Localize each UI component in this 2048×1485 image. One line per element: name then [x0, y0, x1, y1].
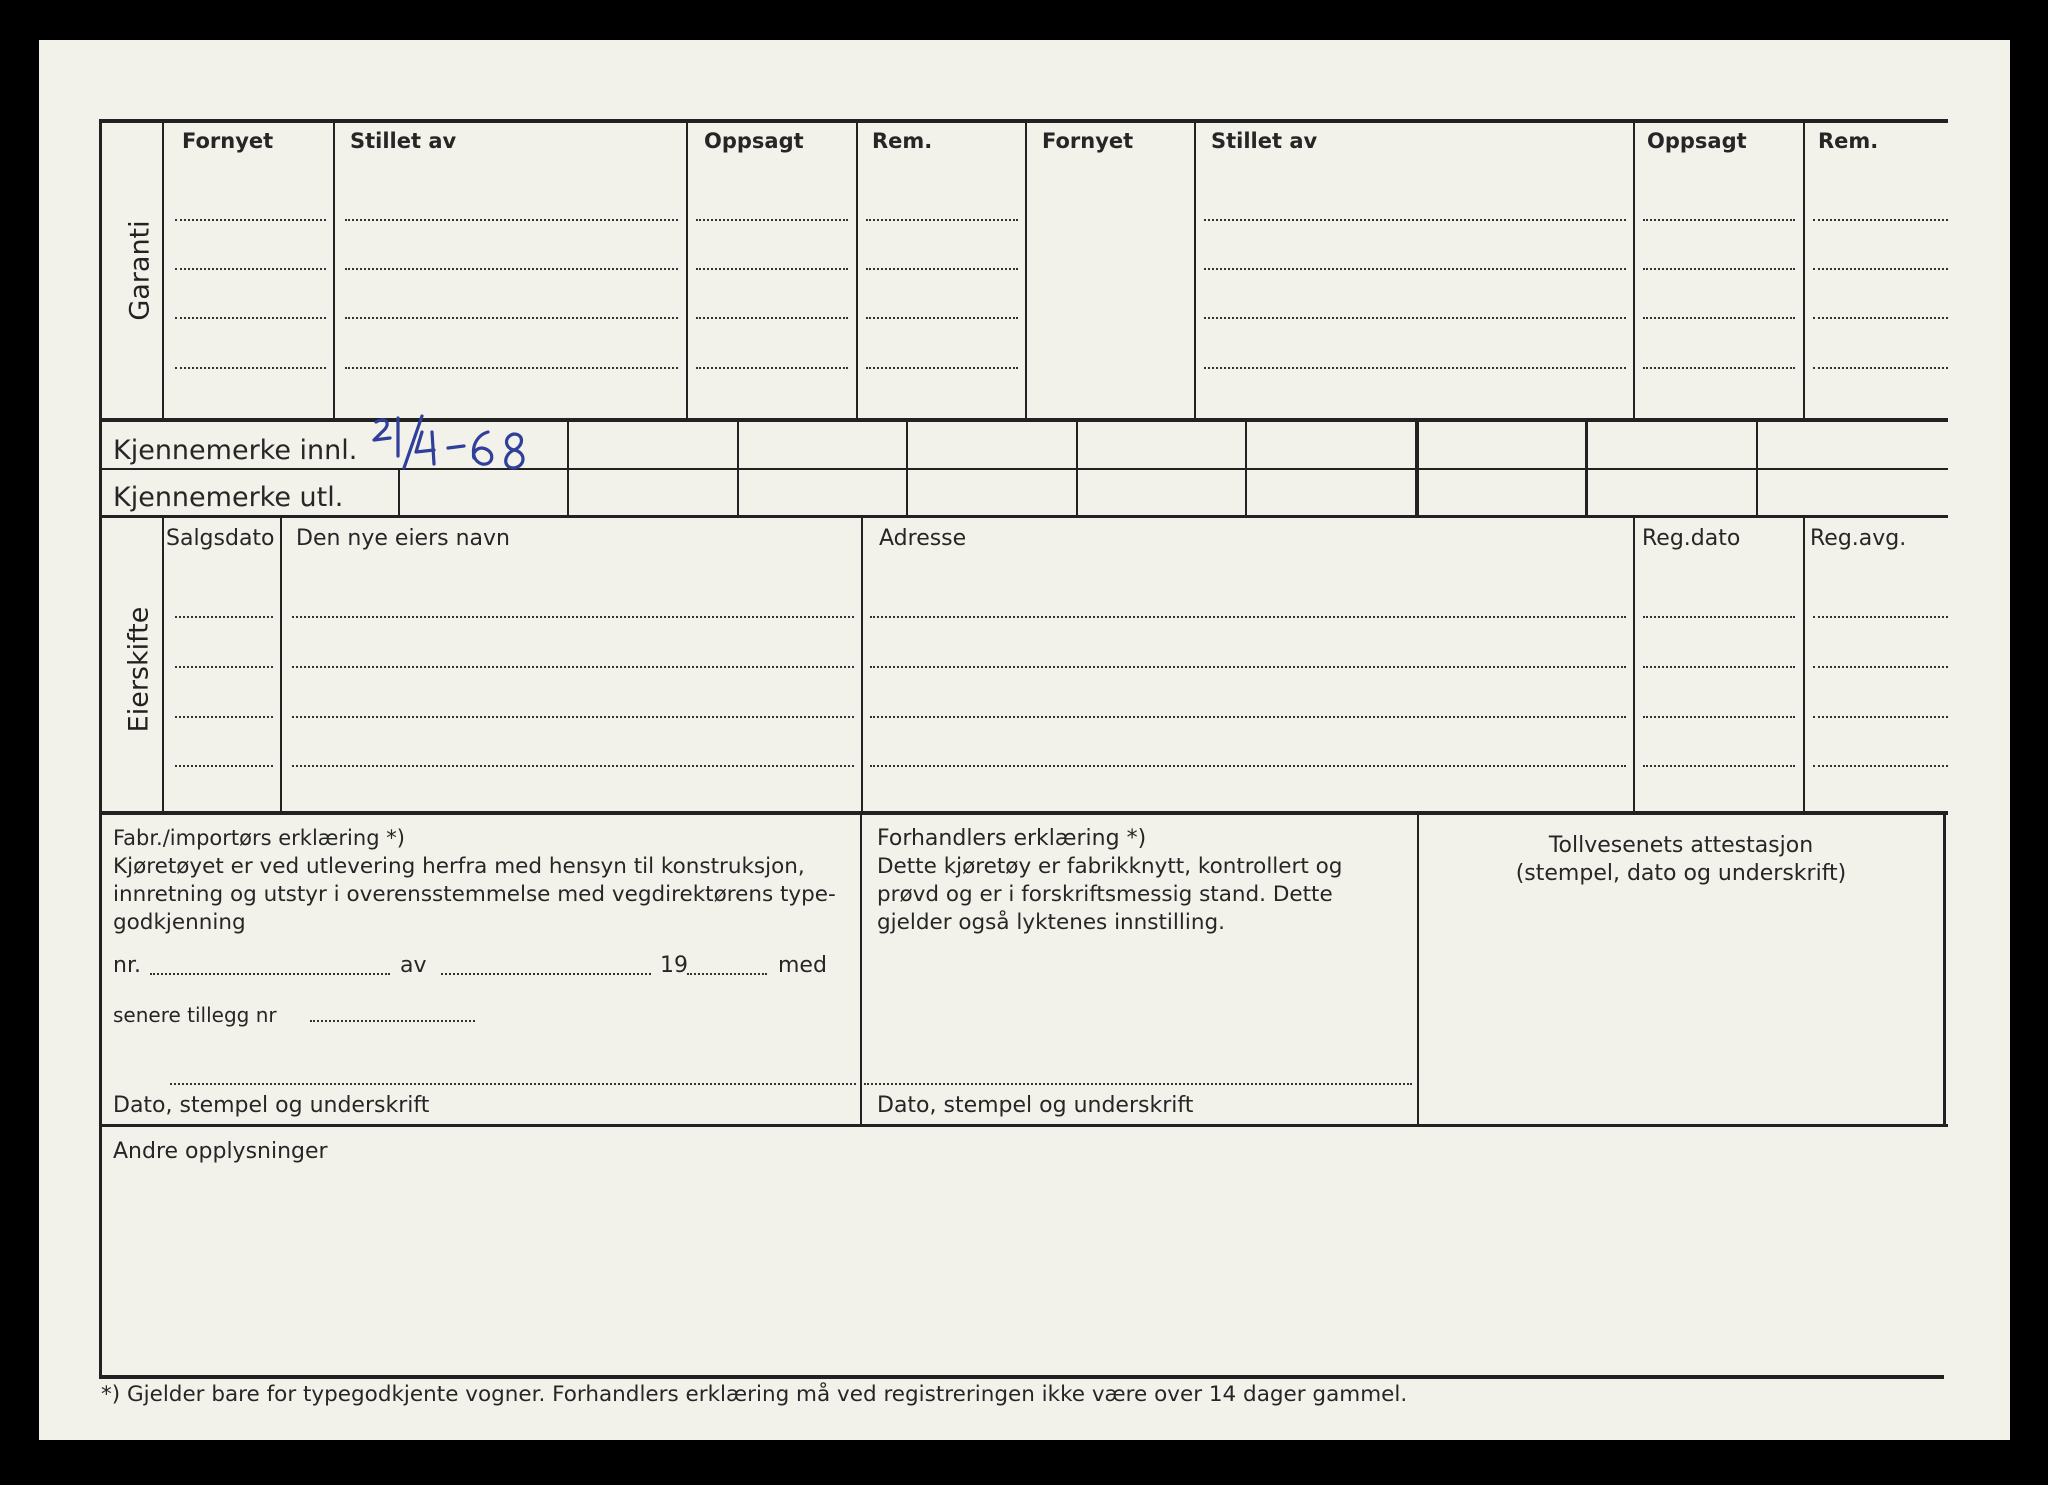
- garanti-top-border: [100, 119, 1948, 123]
- form-left-border: [99, 119, 102, 1379]
- eierskifte-header-eiers-navn: Den nye eiers navn: [296, 526, 510, 551]
- eierskifte-col-line: [1633, 518, 1635, 813]
- garanti-header-stillet-av: Stillet av: [350, 129, 457, 153]
- eierskifte-dotted-line: [292, 666, 854, 668]
- garanti-col-line: [1803, 121, 1805, 420]
- forhandler-text-line: Dette kjøretøy er fabrikknytt, kontrollert og: [877, 854, 1343, 879]
- garanti-header-fornyet: Fornyet: [1042, 129, 1134, 153]
- kjennemerke-bottom-border: [100, 515, 1948, 518]
- garanti-header-rem: Rem.: [1818, 129, 1879, 153]
- fabr-nr-label: nr.: [113, 953, 141, 978]
- kjennemerke-cell-line: [1076, 420, 1078, 516]
- andre-opplysninger-label: Andre opplysninger: [113, 1139, 328, 1164]
- garanti-dotted-line: [1643, 367, 1795, 369]
- garanti-dotted-line: [866, 219, 1018, 221]
- kjennemerke-cell-line: [1756, 420, 1758, 516]
- handwritten-date-text: 21/4-68: [364, 412, 368, 413]
- garanti-side-label: Garanti: [124, 220, 156, 321]
- eierskifte-dotted-line: [175, 616, 273, 618]
- eierskifte-header-reg-avg: Reg.avg.: [1810, 526, 1907, 551]
- kjennemerke-utl-label: Kjennemerke utl.: [113, 482, 344, 513]
- garanti-col-line: [1025, 121, 1027, 420]
- eierskifte-dotted-line: [870, 716, 1626, 718]
- handwritten-date: [364, 412, 574, 492]
- garanti-col-line: [1194, 121, 1196, 420]
- eierskifte-dotted-line: [870, 616, 1626, 618]
- garanti-dotted-line: [866, 367, 1018, 369]
- garanti-col-line: [1633, 121, 1635, 420]
- garanti-dotted-line: [1204, 268, 1626, 270]
- eierskifte-col-line: [861, 518, 863, 813]
- footnote: *) Gjelder bare for typegodkjente vogner. Forhandlers erklæring må ved registreringen ikke være over 14 dager gammel.: [101, 1382, 1408, 1407]
- eierskifte-dotted-line: [175, 765, 273, 767]
- garanti-dotted-line: [696, 367, 848, 369]
- fabr-tillegg-label: senere tillegg nr: [113, 1003, 277, 1027]
- fabr-tillegg-field[interactable]: [310, 1020, 475, 1022]
- forhandler-title: Forhandlers erklæring *): [877, 826, 1147, 851]
- forhandler-text-line: prøvd og er i forskriftsmessig stand. Dette: [877, 882, 1333, 907]
- fabr-title: Fabr./importørs erklæring *): [113, 826, 405, 850]
- kjennemerke-cell-line: [1415, 420, 1419, 516]
- declarations-bottom-border: [100, 1124, 1948, 1127]
- garanti-dotted-line: [175, 317, 326, 319]
- eierskifte-header-reg-dato: Reg.dato: [1642, 526, 1741, 551]
- eierskifte-dotted-line: [1643, 666, 1795, 668]
- eierskifte-dotted-line: [292, 765, 854, 767]
- garanti-header-fornyet: Fornyet: [182, 129, 274, 153]
- toll-title: Tollvesenets attestasjon: [1548, 833, 1814, 858]
- fabr-av-field[interactable]: [441, 973, 651, 975]
- garanti-dotted-line: [175, 268, 326, 270]
- eierskifte-dotted-line: [1643, 716, 1795, 718]
- garanti-dotted-line: [1813, 317, 1948, 319]
- eierskifte-dotted-line: [870, 666, 1626, 668]
- garanti-dotted-line: [175, 219, 326, 221]
- eierskifte-header-adresse: Adresse: [879, 526, 967, 551]
- garanti-dotted-line: [696, 317, 848, 319]
- eierskifte-col-line: [162, 518, 164, 813]
- garanti-header-oppsagt: Oppsagt: [704, 129, 804, 153]
- garanti-dotted-line: [1643, 219, 1795, 221]
- eierskifte-dotted-line: [1813, 616, 1948, 618]
- eierskifte-bottom-border: [100, 811, 1948, 815]
- garanti-dotted-line: [345, 268, 678, 270]
- toll-subtitle: (stempel, dato og underskrift): [1515, 861, 1847, 886]
- garanti-col-line: [162, 121, 164, 420]
- fabr-nr-field[interactable]: [150, 973, 390, 975]
- eierskifte-dotted-line: [1813, 765, 1948, 767]
- eierskifte-header-salgsdato: Salgsdato: [166, 526, 275, 551]
- garanti-dotted-line: [696, 268, 848, 270]
- garanti-col-line: [856, 121, 858, 420]
- garanti-dotted-line: [1813, 219, 1948, 221]
- kjennemerke-innl-label: Kjennemerke innl.: [113, 435, 358, 466]
- eierskifte-dotted-line: [292, 716, 854, 718]
- fabr-signature-label: Dato, stempel og underskrift: [113, 1093, 430, 1118]
- garanti-dotted-line: [1204, 219, 1626, 221]
- garanti-header-stillet-av: Stillet av: [1211, 129, 1318, 153]
- kjennemerke-cell-line: [1245, 420, 1247, 516]
- eierskifte-col-line: [1803, 518, 1805, 813]
- form-right-border: [1943, 815, 1946, 1125]
- form-bottom-border: [99, 1375, 1944, 1379]
- fabr-text-line: godkjenning: [113, 910, 246, 935]
- fabr-med-label: med: [778, 953, 827, 978]
- garanti-header-rem: Rem.: [872, 129, 933, 153]
- garanti-dotted-line: [866, 268, 1018, 270]
- garanti-dotted-line: [1643, 268, 1795, 270]
- garanti-col-line: [686, 121, 688, 420]
- eierskifte-dotted-line: [1813, 666, 1948, 668]
- garanti-dotted-line: [1813, 367, 1948, 369]
- forhandler-text-line: gjelder også lyktenes innstilling.: [877, 910, 1225, 935]
- garanti-dotted-line: [696, 219, 848, 221]
- garanti-dotted-line: [345, 317, 678, 319]
- eierskifte-dotted-line: [870, 765, 1626, 767]
- garanti-dotted-line: [1204, 317, 1626, 319]
- fabr-year-field[interactable]: [687, 973, 767, 975]
- forhandler-signature-line[interactable]: [864, 1083, 1412, 1085]
- garanti-col-line: [333, 121, 335, 420]
- fabr-text-line: innretning og utstyr i overensstemmelse med vegdirektørens type-: [113, 882, 836, 907]
- fabr-signature-line[interactable]: [170, 1083, 856, 1085]
- kjennemerke-cell-line: [1585, 420, 1588, 516]
- garanti-dotted-line: [1204, 367, 1626, 369]
- fabr-text-line: Kjøretøyet er ved utlevering herfra med hensyn til konstruksjon,: [113, 854, 805, 879]
- fabr-av-label: av: [400, 953, 427, 978]
- garanti-dotted-line: [1813, 268, 1948, 270]
- eierskifte-dotted-line: [1643, 765, 1795, 767]
- eierskifte-dotted-line: [292, 616, 854, 618]
- kjennemerke-cell-line: [906, 420, 908, 516]
- garanti-dotted-line: [866, 317, 1018, 319]
- garanti-dotted-line: [175, 367, 326, 369]
- eierskifte-dotted-line: [1813, 716, 1948, 718]
- eierskifte-dotted-line: [175, 666, 273, 668]
- eierskifte-dotted-line: [175, 716, 273, 718]
- eierskifte-dotted-line: [1643, 616, 1795, 618]
- garanti-dotted-line: [1643, 317, 1795, 319]
- fabr-year-label: 19: [660, 953, 688, 978]
- kjennemerke-cell-line: [737, 420, 739, 516]
- declarations-col-line: [860, 815, 862, 1125]
- garanti-dotted-line: [345, 219, 678, 221]
- garanti-dotted-line: [345, 367, 678, 369]
- declarations-col-line: [1417, 815, 1419, 1125]
- eierskifte-col-line: [280, 518, 282, 813]
- garanti-header-oppsagt: Oppsagt: [1647, 129, 1747, 153]
- eierskifte-side-label: Eierskifte: [123, 606, 155, 733]
- forhandler-signature-label: Dato, stempel og underskrift: [877, 1093, 1194, 1118]
